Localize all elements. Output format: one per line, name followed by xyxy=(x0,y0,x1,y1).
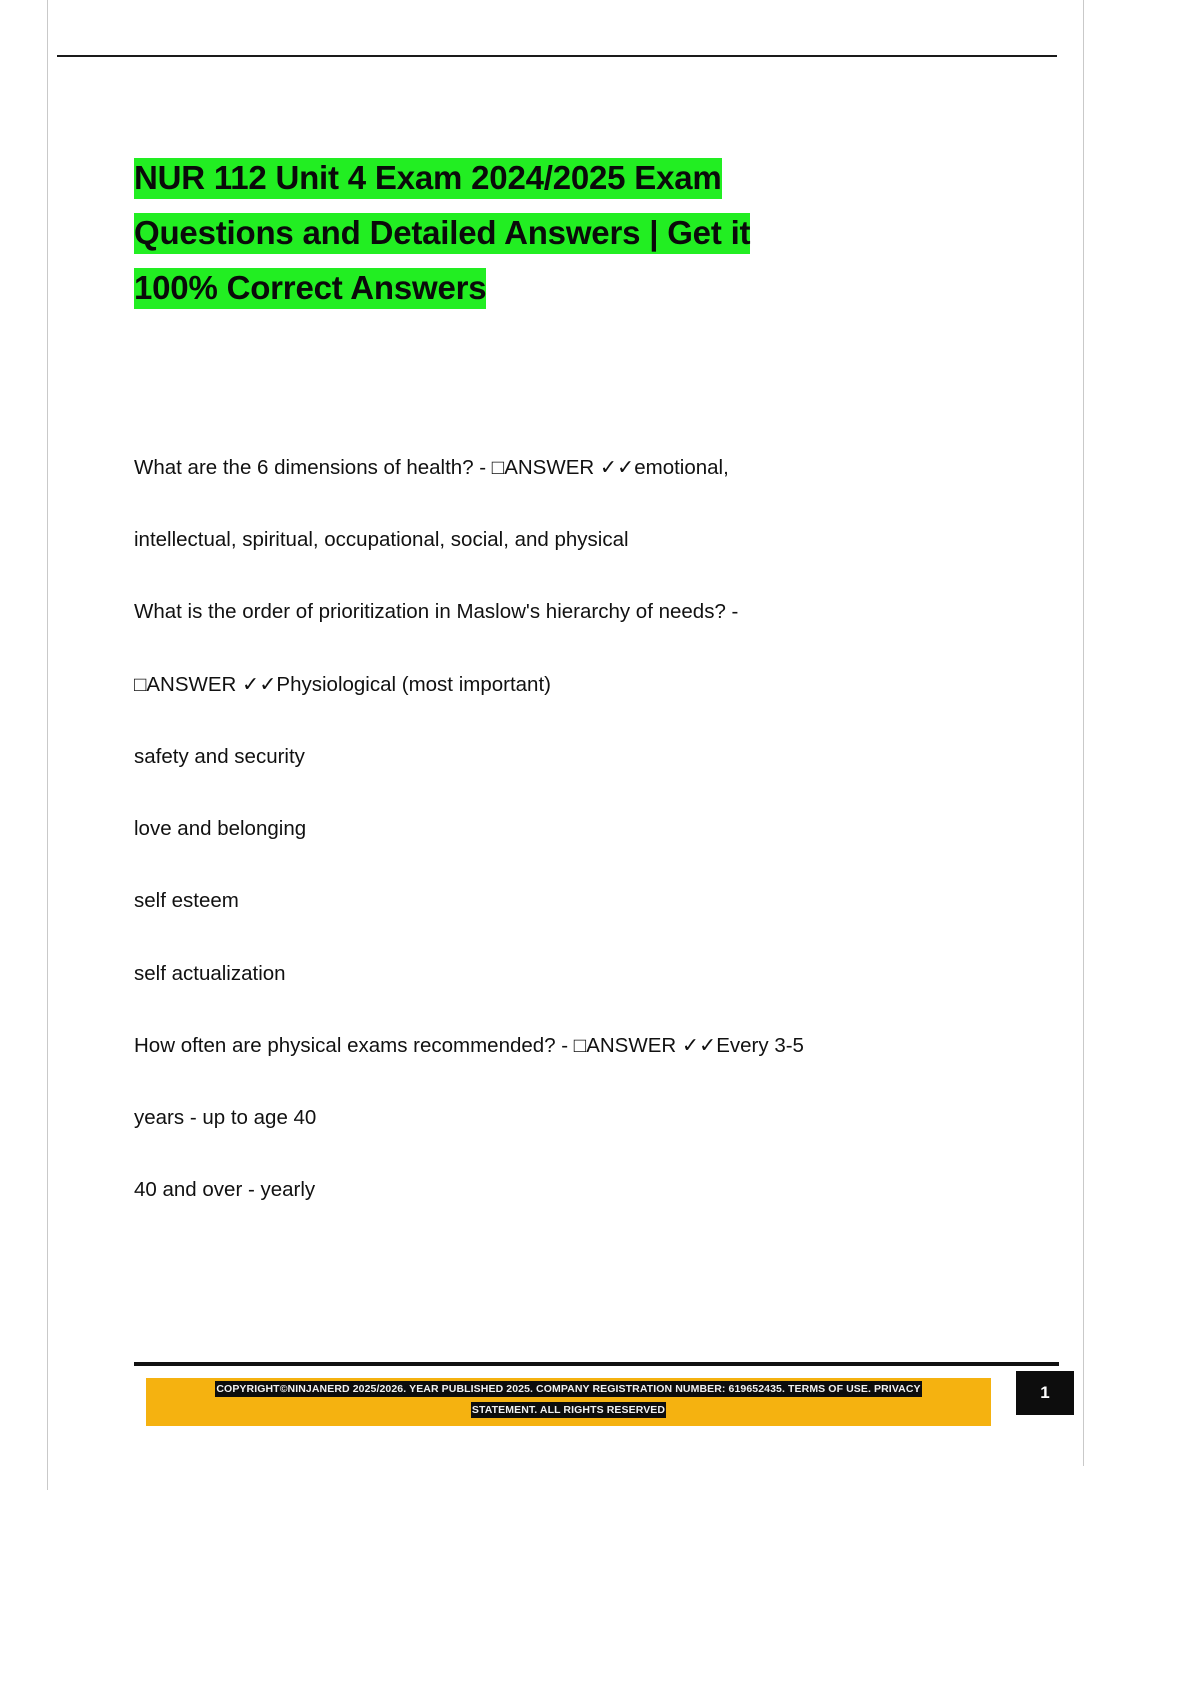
page-title-line-3: 100% Correct Answers xyxy=(134,268,486,309)
body-line: intellectual, spiritual, occupational, social, and physical xyxy=(134,528,629,552)
page-title-line-2: Questions and Detailed Answers | Get it xyxy=(134,213,750,254)
body-line: How often are physical exams recommended? - □ANSWER ✓✓Every 3-5 xyxy=(134,1033,804,1057)
document-body xyxy=(134,455,1034,1250)
body-line: self esteem xyxy=(134,889,239,913)
sheet-edge-left xyxy=(47,0,48,1490)
body-line: self actualization xyxy=(134,961,286,985)
header-divider-rule xyxy=(57,55,1057,57)
footer-copyright-line-2: STATEMENT. ALL RIGHTS RESERVED xyxy=(471,1404,666,1416)
page-title-line-1: NUR 112 Unit 4 Exam 2024/2025 Exam xyxy=(134,158,722,199)
body-line: 40 and over - yearly xyxy=(134,1178,316,1202)
body-line: safety and security xyxy=(134,744,305,768)
body-line: What is the order of prioritization in Maslow's hierarchy of needs? - xyxy=(134,600,739,624)
footer-copyright xyxy=(146,1379,991,1421)
body-line: What are the 6 dimensions of health? - □ANSWER ✓✓emotional, xyxy=(134,456,729,479)
body-line: years - up to age 40 xyxy=(134,1106,317,1130)
body-line: □ANSWER ✓✓Physiological (most important) xyxy=(134,672,551,696)
body-line: love and belonging xyxy=(134,817,307,841)
sheet-edge-right xyxy=(1083,0,1084,1466)
page-number-badge: 1 xyxy=(1016,1371,1074,1415)
page-title xyxy=(134,150,1014,315)
footer-copyright-line-1: COPYRIGHT©NINJANERD 2025/2026. YEAR PUBLISHED 2025. COMPANY REGISTRATION NUMBER: 619652435. TERMS OF USE. PRIVACY xyxy=(216,1383,921,1395)
footer-divider-rule xyxy=(134,1362,1059,1366)
